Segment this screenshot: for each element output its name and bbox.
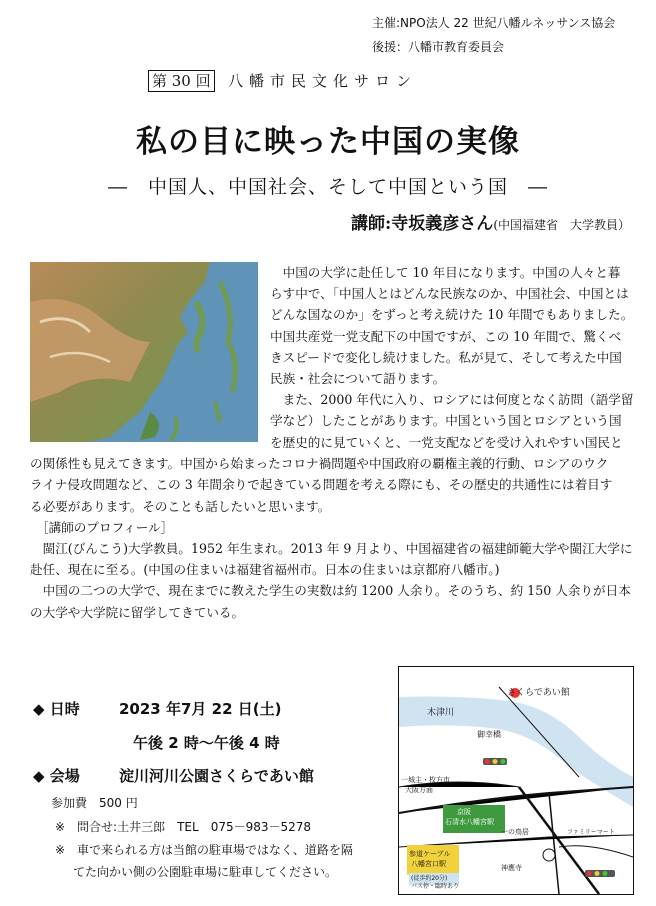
map-label-sakura: さくらであい館 xyxy=(507,688,570,698)
map-label-cable-station: 八幡宮口駅 xyxy=(411,860,446,868)
map-label-kizugawa: 木津川 xyxy=(427,708,455,718)
venue-label: ◆ 会場 xyxy=(33,767,80,785)
map-label-ichihashi: 一城主・枚方市 xyxy=(401,776,450,784)
salon-number: 第 30 回 xyxy=(148,70,215,92)
venue-map xyxy=(398,666,634,895)
students-line: 中国の二つの大学で、現在までに教えた学生の実数は約 1200 人余り。そのうち、約 150 人余りが日本 xyxy=(42,583,631,599)
profile-line: 閩江(びんこう)大学教員。1952 年生まれ。2013 年 9 月より、中国福建省の福建師範大学や閩江大学に xyxy=(42,541,633,557)
page-subtitle: ― 中国人、中国社会、そして中国という国 ― xyxy=(107,176,548,198)
map-label-gobozaka: 御幸橋 xyxy=(477,730,501,739)
body-line: きスピードで変化し続けました。私が見て、そして考えた中国 xyxy=(270,349,622,365)
body-line: 民族・社会について語ります。 xyxy=(270,371,446,387)
body-line: る必要があります。そのことも話したいと思います。 xyxy=(30,498,331,514)
body-paragraph-1 xyxy=(270,262,634,432)
parking-note-2: てた向かい側の公園駐車場に駐車してください。 xyxy=(73,865,338,879)
body-line: らす中で、「中国人とはどんな民族なのか、中国社会、中国とは xyxy=(270,286,629,302)
date-value: 2023 年7月 22 日(土) xyxy=(119,700,282,718)
parking-note-1: ※ 車で来られる方は当館の駐車場ではなく、道路を隔 xyxy=(55,843,353,857)
map-label-iwashimizu: 石清水八幡宮駅 xyxy=(445,818,494,826)
body-line: また、2000 年代に入り、ロシアには何度となく訪問（語学留 xyxy=(282,392,634,408)
contact-text: ※ 問合せ:土井三郎 TEL 075－983－5278 xyxy=(55,820,312,834)
china-map-image xyxy=(30,262,258,442)
sponsor-text: 後援：八幡市教育委員会 xyxy=(372,40,505,54)
body-line: ライナ侵攻問題など、この 3 年間余りで起きている問題を考える際にも、その歴史的共通性には着目す xyxy=(30,477,613,493)
date-label: ◆ 日時 xyxy=(33,700,80,718)
body-line: 中国の大学に赴任して 10 年目になります。中国の人々と暮 xyxy=(282,265,621,280)
venue-value: 淀川河川公園さくらであい館 xyxy=(119,767,314,785)
body-line: 学など）したことがあります。中国という国とロシアという国 xyxy=(270,413,622,429)
organizer-text: 主催:NPO法人 22 世紀八幡ルネッサンス協会 xyxy=(372,16,616,30)
event-info xyxy=(33,698,393,898)
map-label-jinnoji: 神應寺 xyxy=(501,864,522,872)
fee-text: 参加費 500 円 xyxy=(51,796,138,810)
body-line: 中国共産党一党支配下の中国ですが、この 10 年間で、驚くべ xyxy=(270,328,622,344)
time-value: 午後 2 時～午後 4 時 xyxy=(133,734,280,752)
lecturer-name: 講師:寺坂義彦さん xyxy=(351,214,494,234)
map-label-osaka: 大阪方面 xyxy=(405,786,433,794)
map-label-cable: 参道ケーブル xyxy=(409,850,451,858)
page-title: 私の目に映った中国の実像 xyxy=(136,124,520,160)
salon-name: 八幡市民文化サロン xyxy=(228,72,418,90)
profile-heading: ［講師のプロフィール］ xyxy=(36,519,174,535)
body-line: どんな国なのか」をずっと考え続けた 10 年間でもありました。 xyxy=(270,307,634,323)
lecturer-affiliation: (中国福建省 大学教員） xyxy=(493,218,630,232)
body-line: の関係性も見えてきます。中国から始まったコロナ禍問題や中国政府の覇権主義的行動、ロシアのウク xyxy=(30,456,609,472)
map-label-note-1: (徒歩約20分) xyxy=(411,875,448,882)
body-paragraph-2 xyxy=(30,432,632,623)
lecturer xyxy=(351,209,630,234)
students-line: の大学や大学院に留学してきている。 xyxy=(30,604,245,620)
map-label-family: ファミリーマート xyxy=(567,829,615,836)
profile-line: 赴任、現在に至る。(中国の住まいは福建省福州市。日本の住まいは京都府八幡市。) xyxy=(30,562,500,578)
body-line: を歴史的に見ていくと、一党支配などを受け入れやすい国民と xyxy=(270,435,623,450)
map-label-gate: 一の鳥居 xyxy=(501,828,529,836)
map-label-note-2: バス停・臨時あり xyxy=(411,883,460,890)
map-label-keihan: 京阪 xyxy=(457,808,471,816)
